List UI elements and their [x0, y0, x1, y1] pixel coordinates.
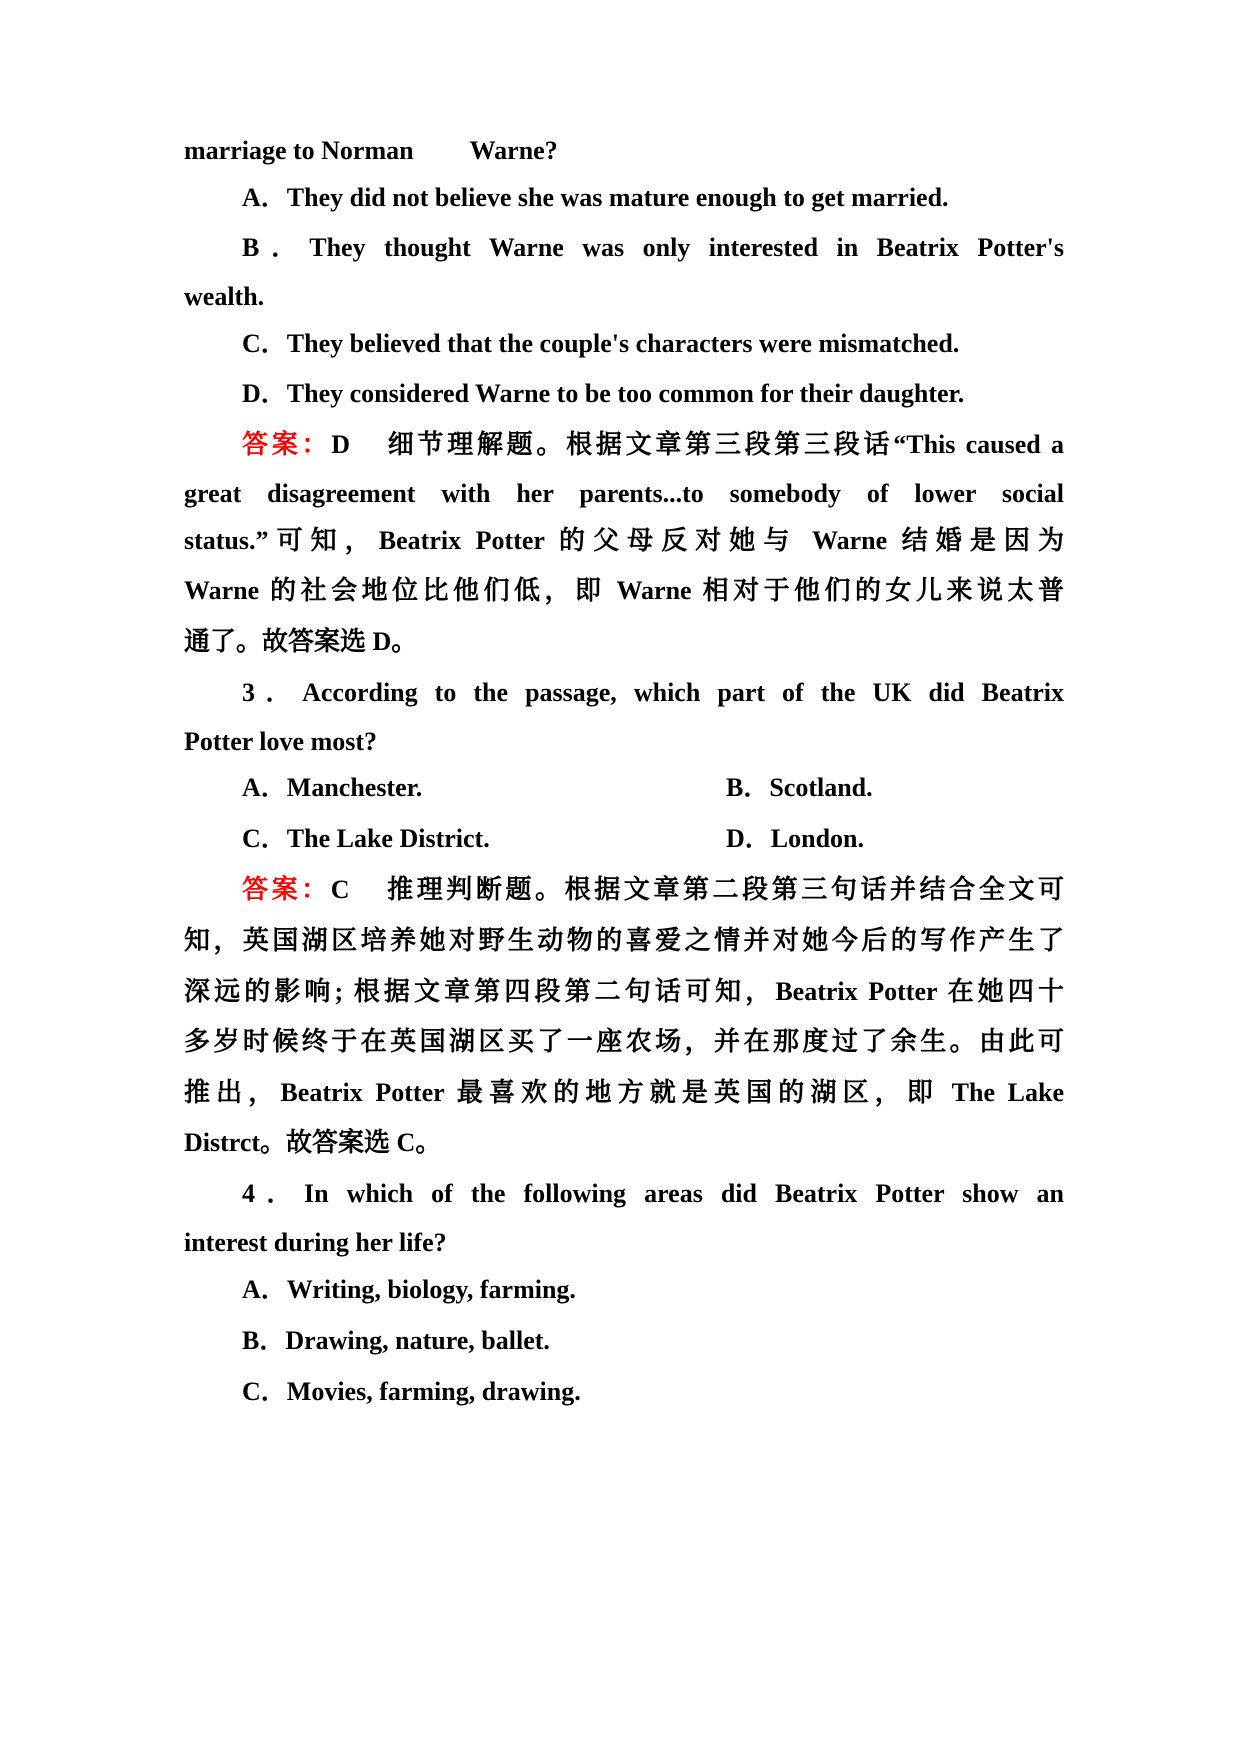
stem-text: Warne? — [469, 136, 558, 165]
question-2-option-a: A．They did not believe she was mature enough to get married. — [242, 183, 949, 212]
question-3-options-row-1 — [242, 771, 1064, 805]
answer-2-line-4: Warne 的社会地位比他们低，即 Warne 相对于他们的女儿来说太普 — [184, 576, 1064, 605]
answer-3-line-3: 深远的影响; 根据文章第四段第二句话可知，Beatrix Potter 在她四十 — [184, 977, 1064, 1006]
answer-text: 细节理解题。根据文章第三段第三段话“This caused a — [384, 430, 1064, 459]
question-4-stem-line-2: interest during her life? — [184, 1228, 447, 1257]
answer-letter: C — [330, 875, 350, 904]
question-2-option-c: C．They believed that the couple's characters were mismatched. — [242, 329, 960, 358]
answer-2-line-5: 通了。故答案选 D。 — [184, 627, 418, 656]
question-3-options-row-2 — [242, 822, 1064, 856]
question-2-stem-tail — [184, 134, 1064, 168]
answer-3-line-4: 多岁时候终于在英国湖区买了一座农场，并在那度过了余生。由此可 — [184, 1027, 1064, 1056]
answer-label: 答案： — [242, 430, 332, 459]
answer-3-line-2: 知，英国湖区培养她对野生动物的喜爱之情并对她今后的写作产生了 — [184, 926, 1064, 955]
question-2-option-b: B．They thought Warne was only interested in Beatrix Potter's — [242, 233, 1064, 262]
answer-3-line-5: 推出，Beatrix Potter 最喜欢的地方就是英国的湖区，即 The Lake — [184, 1078, 1064, 1107]
question-4-option-c: C．Movies, farming, drawing. — [242, 1377, 581, 1406]
answer-text: 推理判断题。根据文章第二段第三句话并结合全文可 — [383, 875, 1064, 904]
question-4-option-b: B．Drawing, nature, ballet. — [242, 1326, 550, 1355]
question-3-option-c: C．The Lake District. — [242, 824, 490, 853]
question-2-option-b-continued: wealth. — [184, 282, 265, 311]
answer-2-line-2: great disagreement with her parents...to somebody of lower social — [184, 479, 1064, 508]
answer-3-line-6: Distrct。故答案选 C。 — [184, 1128, 442, 1157]
question-3-option-a: A．Manchester. — [242, 773, 423, 802]
answer-label: 答案： — [242, 875, 331, 904]
question-4-option-a: A．Writing, biology, farming. — [242, 1275, 576, 1304]
answer-2-line-1 — [242, 428, 1064, 462]
question-3-stem-line-2: Potter love most? — [184, 727, 378, 756]
stem-text: marriage to Norman — [184, 136, 414, 165]
question-4-stem-line-1: 4．In which of the following areas did Beatrix Potter show an — [242, 1179, 1064, 1208]
question-2-option-d: D．They considered Warne to be too common for their daughter. — [242, 379, 965, 408]
question-3-stem-line-1: 3．According to the passage, which part of the UK did Beatrix — [242, 678, 1064, 707]
question-3-option-d: D．London. — [726, 824, 864, 853]
answer-letter: D — [331, 430, 350, 459]
answer-2-line-3: status.”可知，Beatrix Potter 的父母反对她与 Warne 结婚是因为 — [184, 526, 1064, 555]
answer-3-line-1 — [242, 873, 1064, 907]
question-3-option-b: B．Scotland. — [726, 773, 873, 802]
